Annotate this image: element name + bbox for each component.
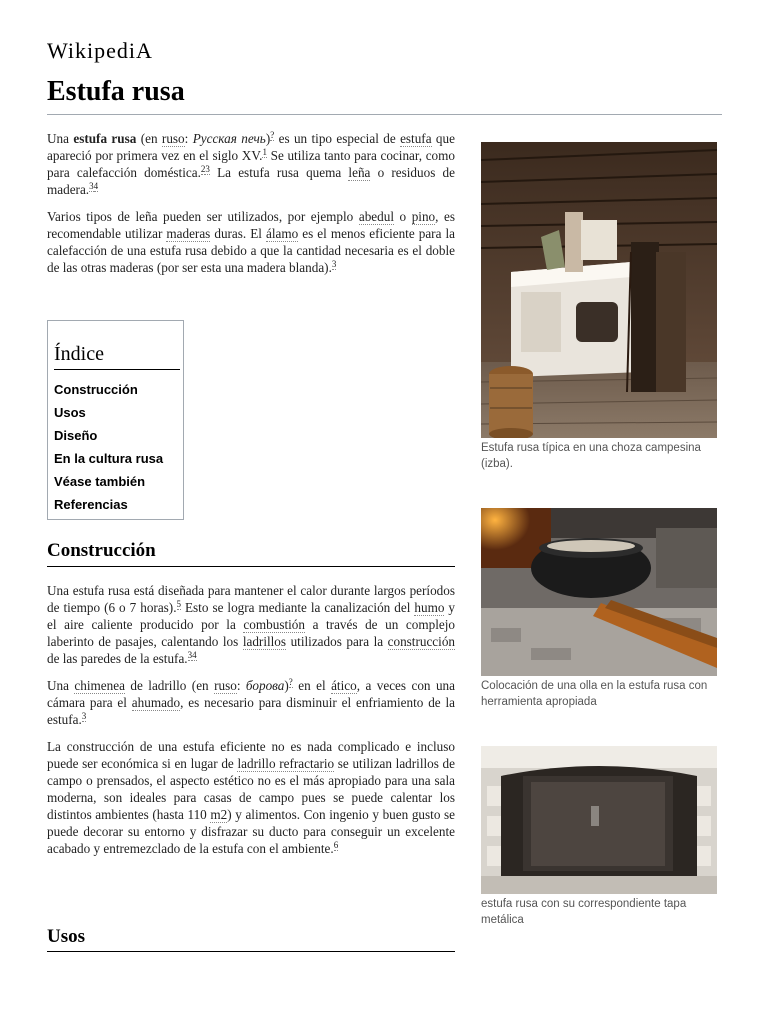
footnote-ref[interactable]: ?	[270, 129, 275, 140]
intro-paragraph-1: Una estufa rusa (en ruso: Русская печь)? es un tipo especial de estufa que apareció por primera vez en el siglo XV.$^1$ Se utiliza tanto para cocinar, como para calefacción doméstica.$^{23}$ La estufa rusa quema leña o residuos de madera.$^{34}$	[47, 129, 456, 197]
link-m2[interactable]: m2	[210, 807, 228, 822]
link-ruso[interactable]: ruso	[161, 131, 185, 146]
footnote-ref[interactable]: 3	[205, 163, 210, 174]
wikipedia-logo[interactable]	[47, 38, 153, 64]
figure-stove-metal-cover	[481, 746, 717, 928]
toc-item-diseno[interactable]: Diseño	[54, 428, 98, 443]
footnote-ref[interactable]: 1	[262, 146, 267, 157]
footnote-ref[interactable]: 2	[200, 163, 206, 174]
link-maderas[interactable]: maderas	[166, 226, 211, 241]
construccion-paragraph-1: Una estufa rusa está diseñada para mantener el calor durante largos períodos de tiempo (6 o 7 horas).$^5$ Esto se logra mediante la canalización del humo y el aire caliente producido por la combustión a través de un complejo laberinto de pasajes, calentando los ladrillos utilizados para la construcción de las paredes de la estufa.$^{34}$	[47, 583, 456, 666]
stove-metal-cover-image[interactable]	[481, 746, 717, 894]
pot-in-stove-image[interactable]	[481, 508, 717, 676]
link-ladrillos[interactable]: ladrillos	[242, 634, 287, 649]
link-ruso[interactable]: ruso	[214, 678, 237, 693]
toc-item-usos[interactable]: Usos	[54, 405, 86, 420]
toc-item-construccion[interactable]: Construcción	[54, 382, 138, 397]
link-chimenea[interactable]: chimenea	[74, 678, 125, 693]
link-alamo[interactable]: álamo	[266, 226, 299, 241]
toc-title: Índice	[54, 343, 104, 365]
intro-section	[47, 130, 455, 286]
intro-paragraph-2: Varios tipos de leña pueden ser utilizados, por ejemplo abedul o pino, es recomendable utilizar maderas duras. El álamo es el menos eficiente para la calefacción de una estufa rusa debido a que la cantidad necesaria es el doble de las otras maderas (por ser esta una madera blanda).$^3$	[47, 209, 455, 275]
toc-item-cultura-rusa[interactable]: En la cultura rusa	[54, 451, 164, 466]
link-abedul[interactable]: abedul	[358, 209, 394, 224]
footnote-ref[interactable]: 5	[176, 598, 181, 609]
figure-pot-in-stove	[481, 508, 717, 710]
link-construccion[interactable]: construcción	[387, 634, 456, 649]
footnote-ref[interactable]: 6	[333, 839, 339, 850]
section-heading-construccion: Construcción	[47, 540, 156, 561]
figure-caption: estufa rusa con su correspondiente tapa metálica	[481, 898, 687, 926]
table-of-contents	[47, 320, 184, 520]
section-divider	[47, 951, 455, 952]
footnote-ref[interactable]: ?	[288, 676, 293, 687]
link-lena[interactable]: leña	[348, 165, 371, 180]
construccion-paragraph-2: Una chimenea de ladrillo (en ruso: борова)? en el ático, a veces con una cámara para el ahumado, es necesario para disminuir el enfriamiento de la estufa.$^3$	[47, 676, 455, 727]
izba-stove-image[interactable]	[481, 142, 717, 438]
link-atico[interactable]: ático	[331, 678, 357, 693]
link-ahumado[interactable]: ahumado	[131, 695, 181, 710]
footnote-ref[interactable]: 3	[81, 710, 87, 721]
footnote-ref[interactable]: 4	[93, 180, 99, 191]
figure-caption: Colocación de una olla en la estufa rusa con herramienta apropiada	[481, 680, 708, 708]
logo-text: Wikipedi	[47, 38, 136, 63]
construccion-section	[47, 582, 455, 867]
toc-divider	[54, 369, 180, 370]
link-ladrillo-refractario[interactable]: ladrillo refractario	[237, 756, 335, 771]
toc-list	[54, 378, 183, 516]
footnote-ref[interactable]: 3	[187, 649, 193, 660]
link-estufa[interactable]: estufa	[400, 131, 432, 146]
figure-caption: Estufa rusa típica en una choza campesina (izba).	[481, 442, 701, 470]
footnote-ref[interactable]: 3	[89, 180, 94, 191]
page-title: Estufa rusa	[47, 76, 185, 107]
title-divider	[47, 114, 722, 115]
footnote-ref[interactable]: 3	[331, 258, 337, 269]
figure-izba-stove	[481, 142, 717, 472]
toc-item-referencias[interactable]: Referencias	[54, 497, 128, 512]
construccion-paragraph-3: La construcción de una estufa eficiente no es nada complicado e incluso puede ser económica si en lugar de ladrillo refractario se utilizan ladrillos de campo o prensados, el aspecto estético no es el más apropiado para una sala moderna, son ideales para casas de campo pues se puede calentar los distintos ambientes (hasta 110 m2) y alimentos. Con ingenio y buen gusto se puede decorar su entorno y disfrazar su ducto para conseguir un excelente acabado y entremezclado de la estufa con el ambiente.$^6$	[47, 739, 456, 856]
section-heading-usos: Usos	[47, 926, 86, 947]
link-pino[interactable]: pino	[411, 209, 436, 224]
section-divider	[47, 566, 455, 567]
footnote-ref[interactable]: 4	[192, 649, 197, 660]
logo-text-end: A	[136, 38, 153, 63]
link-combustion[interactable]: combustión	[243, 617, 305, 632]
toc-item-vease-tambien[interactable]: Véase también	[54, 474, 146, 489]
link-humo[interactable]: humo	[414, 600, 445, 615]
